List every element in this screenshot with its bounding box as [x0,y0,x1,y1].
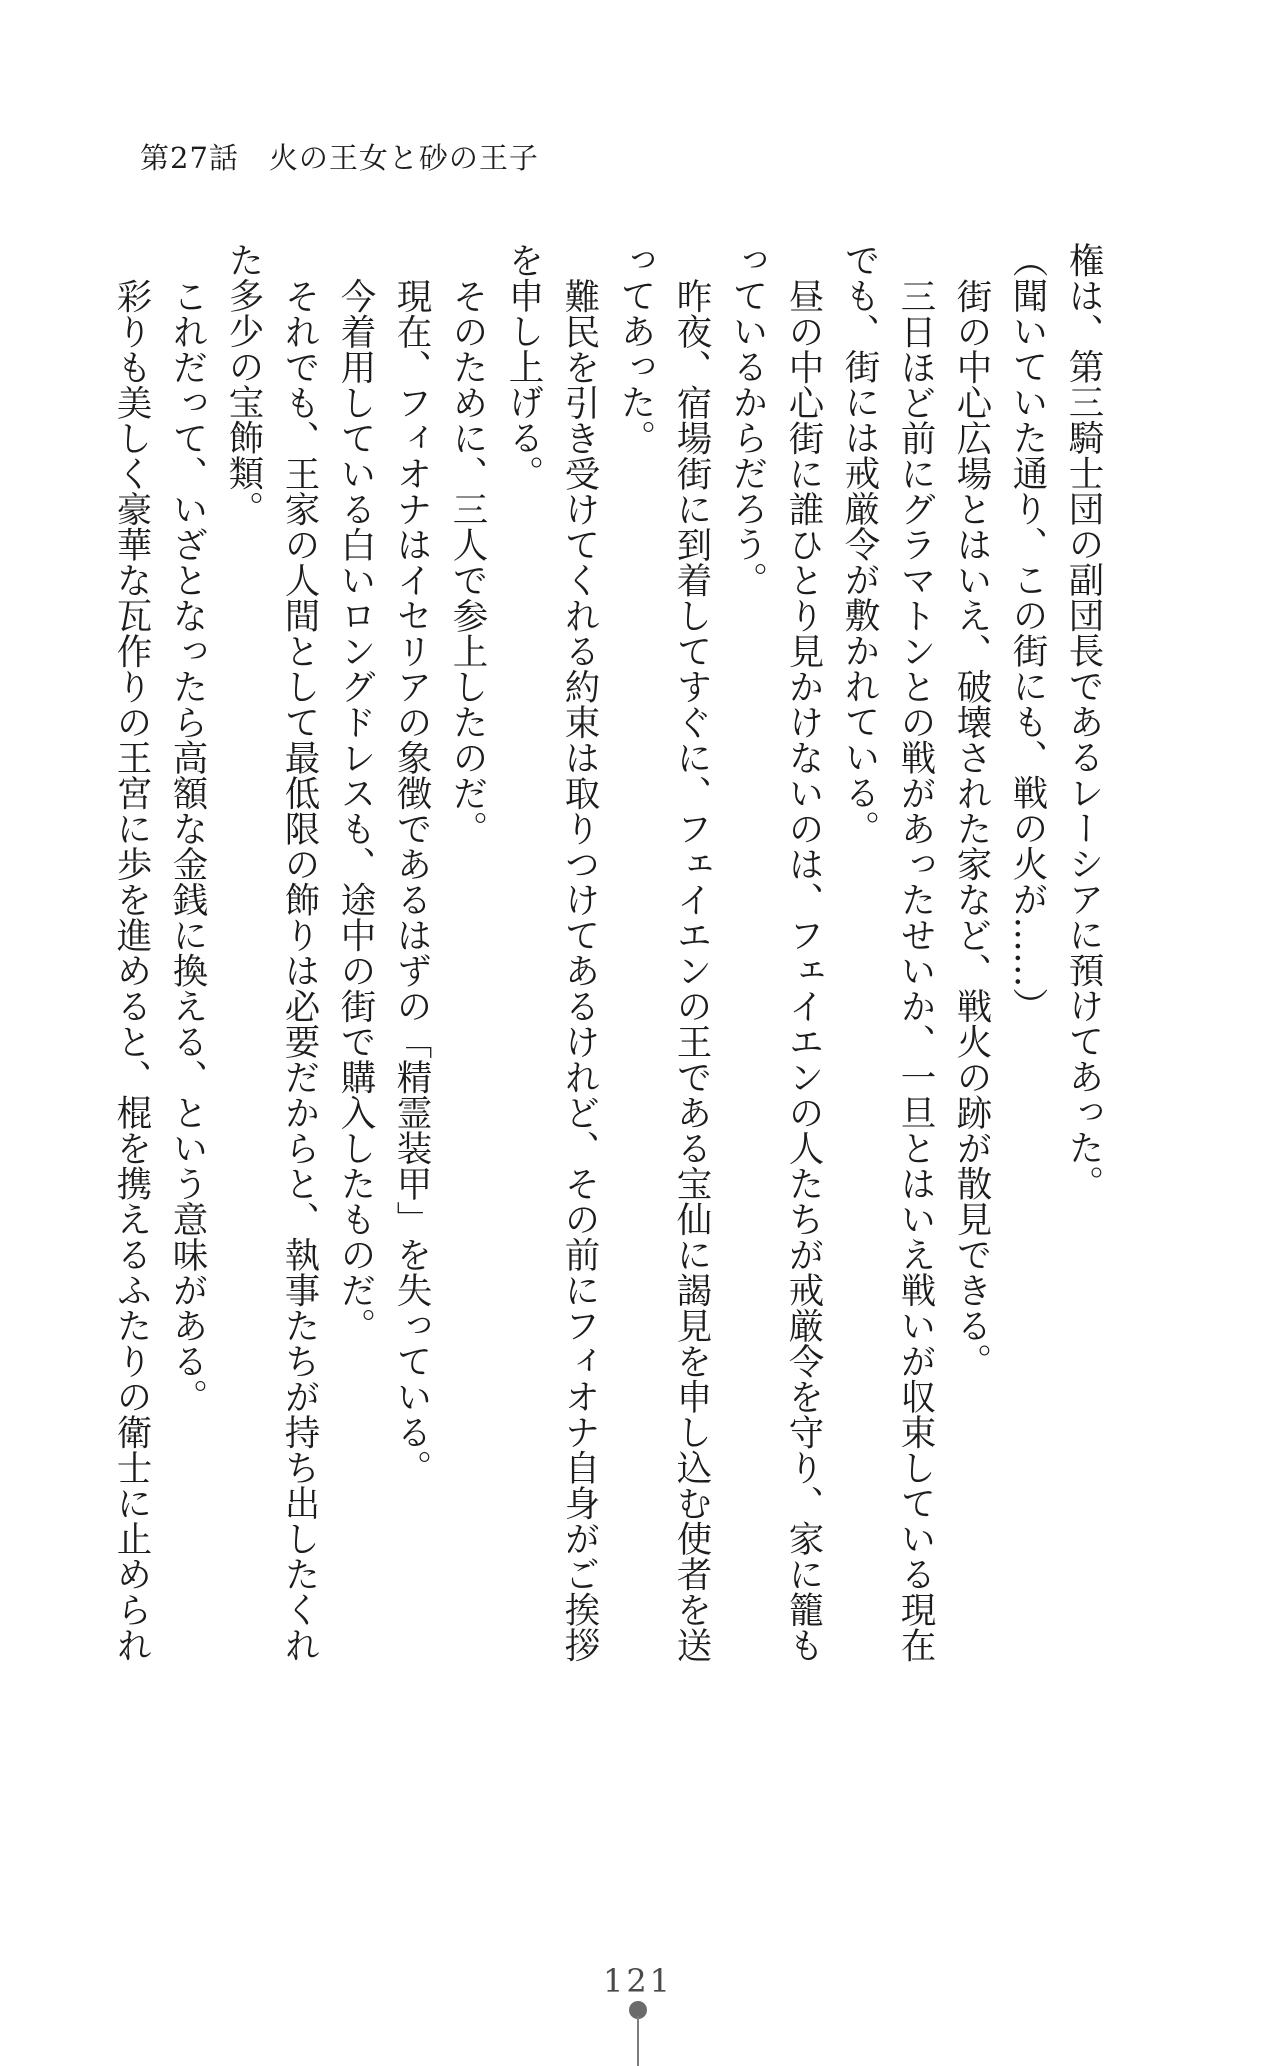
paragraph: 昼の中心街に誰ひとり見かけないのは、フェイエンの人たちが戒厳令を守り、家に籠もっているからだろう。 [727,242,824,1662]
paragraph: 権は、第三騎士団の副団長であるレーシアに預けてあった。 [1063,242,1104,1201]
footer-pin-line [637,2016,639,2066]
paragraph: 難民を引き受けてくれる約束は取りつけてあるけれど、その前にフィオナ自身がご挨拶を申し上げる。 [503,242,600,1662]
paragraph: （聞いていた通り、この街にも、戦の火が……） [1007,242,1048,1023]
paragraph: それでも、王家の人間として最低限の飾りは必要だからと、執事たちが持ち出したくれた多少の宝飾類。 [223,242,320,1662]
paragraph: 昨夜、宿場街に到着してすぐに、フェイエンの王である宝仙に謁見を申し込む使者を送ってあった。 [615,242,712,1662]
paragraph: 街の中心広場とはいえ、破壊された家など、戦火の跡が散見できる。 [951,277,992,1378]
chapter-header: 第27話 火の王女と砂の王子 [140,141,539,175]
body-text [103,242,1111,1662]
paragraph: 彩りも美しく豪華な瓦作りの王宮に歩を進めると、棍を携えるふたりの衛士に止められ [111,277,152,1662]
paragraph: 現在、フィオナはイセリアの象徴であるはずの「精霊装甲」を失っている。 [391,277,432,1485]
paragraph: 三日ほど前にグラマトンとの戦があったせいか、一旦とはいえ戦いが収束している現在でも、街には戒厳令が敷かれている。 [839,242,936,1662]
paragraph: そのために、三人で参上したのだ。 [447,277,488,846]
page-number: 121 [602,1962,674,2000]
paragraph: これだって、いざとなったら高額な金銭に換える、という意味がある。 [167,277,208,1414]
paragraph: 今着用している白いロングドレスも、途中の街で購入したものだ。 [335,277,376,1343]
